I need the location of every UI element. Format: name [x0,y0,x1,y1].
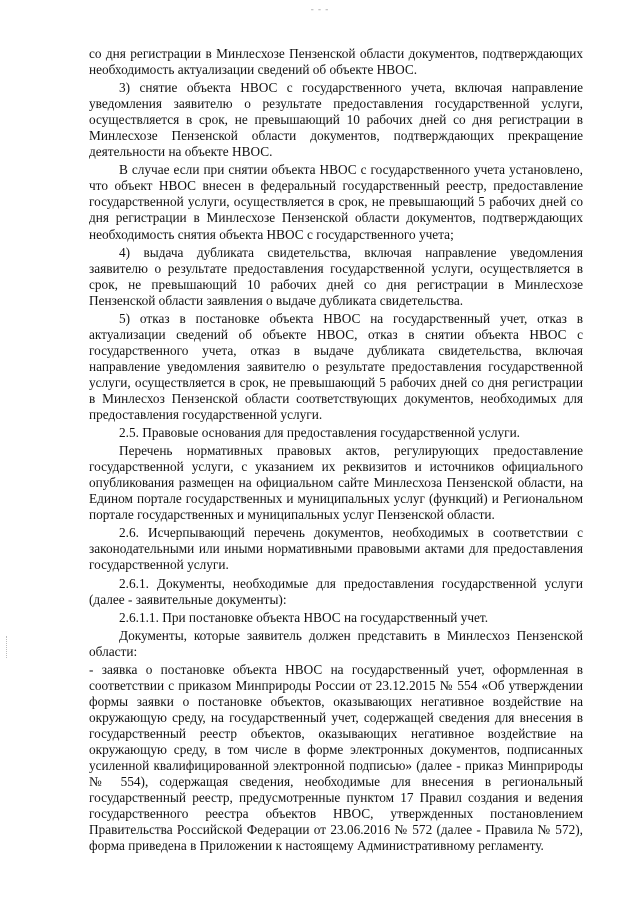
paragraph-item-4: 4) выдача дубликата свидетельства, включая направление уведомления заявителю о результате предоставления государственной услуги, осуществляется в срок, не превышающий 10 рабочих дней со дня регистрации в Минлесхозе Пензенской области заявления о выдаче дубликата свидетельства. [89,244,583,308]
paragraph-item-3: 3) снятие объекта НВОС с государственного учета, включая направление уведомления заявителю о результате предоставления государственной услуги, осуществляется в срок, не превышающий 10 рабочих дней со дня регистрации в Минлесхозе Пензенской области документов, подтверждающих прекращение деятельности на объекте НВОС. [89,80,583,160]
section-heading-2-6-1-1: 2.6.1.1. При постановке объекта НВОС на государственный учет. [119,609,489,625]
page-number: - - - [310,4,330,14]
paragraph-item-5: 5) отказ в постановке объекта НВОС на государственный учет, отказ в актуализации сведений об объекте НВОС, отказ в снятии объекта НВОС с государственного учета, отказ в выдаче дубликата свидетельства, включая направление уведомления заявителю о результате предоставления государственной услуги, осуществляется в срок, не превышающий 5 рабочих дней со дня регистрации в Минлесхоз Пензенской области соответствующих документов, необходимых для предоставления государственной услуги. [89,310,583,423]
section-heading-2-6-1: 2.6.1. Документы, необходимые для предоставления государственной услуги (далее - заявительные документы): [89,575,583,607]
section-heading-2-6: 2.6. Исчерпывающий перечень документов, необходимых в соответствии с законодательными или иными нормативными правовыми актами для предоставления государственной услуги. [89,525,583,573]
paragraph-legal-acts: Перечень нормативных правовых актов, регулирующих предоставление государственной услуги, с указанием их реквизитов и источников официального опубликования размещен на официальном сайте Минлесхоза Пензенской области, на Едином портале государственных и муниципальных услуг (функций) и Региональном портале государственных и муниципальных услуг Пензенской области. [89,443,583,523]
paragraph-federal-registry: В случае если при снятии объекта НВОС с государственного учета установлено, что объект НВОС внесен в федеральный государственный реестр, предоставление государственной услуги, осуществляется в срок, не превышающий 5 рабочих дней со дня регистрации в Минлесхозе Пензенской области документов, подтверждающих необходимость снятия объекта НВОС с государственного учета; [89,162,583,242]
document-body [89,46,583,856]
paragraph-continuation: со дня регистрации в Минлесхозе Пензенской области документов, подтверждающих необходимость актуализации сведений об объекте НВОС. [89,46,583,78]
section-heading-2-5: 2.5. Правовые основания для предоставления государственной услуги. [119,425,521,441]
list-item-application: - заявка о постановке объекта НВОС на государственный учет, оформленная в соответствии с приказом Минприроды России от 23.12.2015 № 554 «Об утверждении формы заявки о постановке объектов, оказывающих негативное воздействие на окружающую среду, на государственный учет, содержащей сведения для внесения в государственный реестр объектов, оказывающих негативное воздействие на окружающую среду, в том числе в форме электронных документов, подписанных усиленной квалифицированной электронной подписью» (далее - приказ Минприроды № 554), содержащая сведения, необходимые для внесения в региональный государственный реестр, предусмотренные пунктом 17 Правил создания и ведения государственного реестра объектов НВОС, утвержденных постановлением Правительства Российской Федерации от 23.06.2016 № 572 (далее - Правила № 572), форма приведена в Приложении к настоящему Административному регламенту. [89,661,583,854]
margin-mark [6,636,8,658]
paragraph-required-documents: Документы, которые заявитель должен представить в Минлесхоз Пензенской области: [89,627,583,659]
